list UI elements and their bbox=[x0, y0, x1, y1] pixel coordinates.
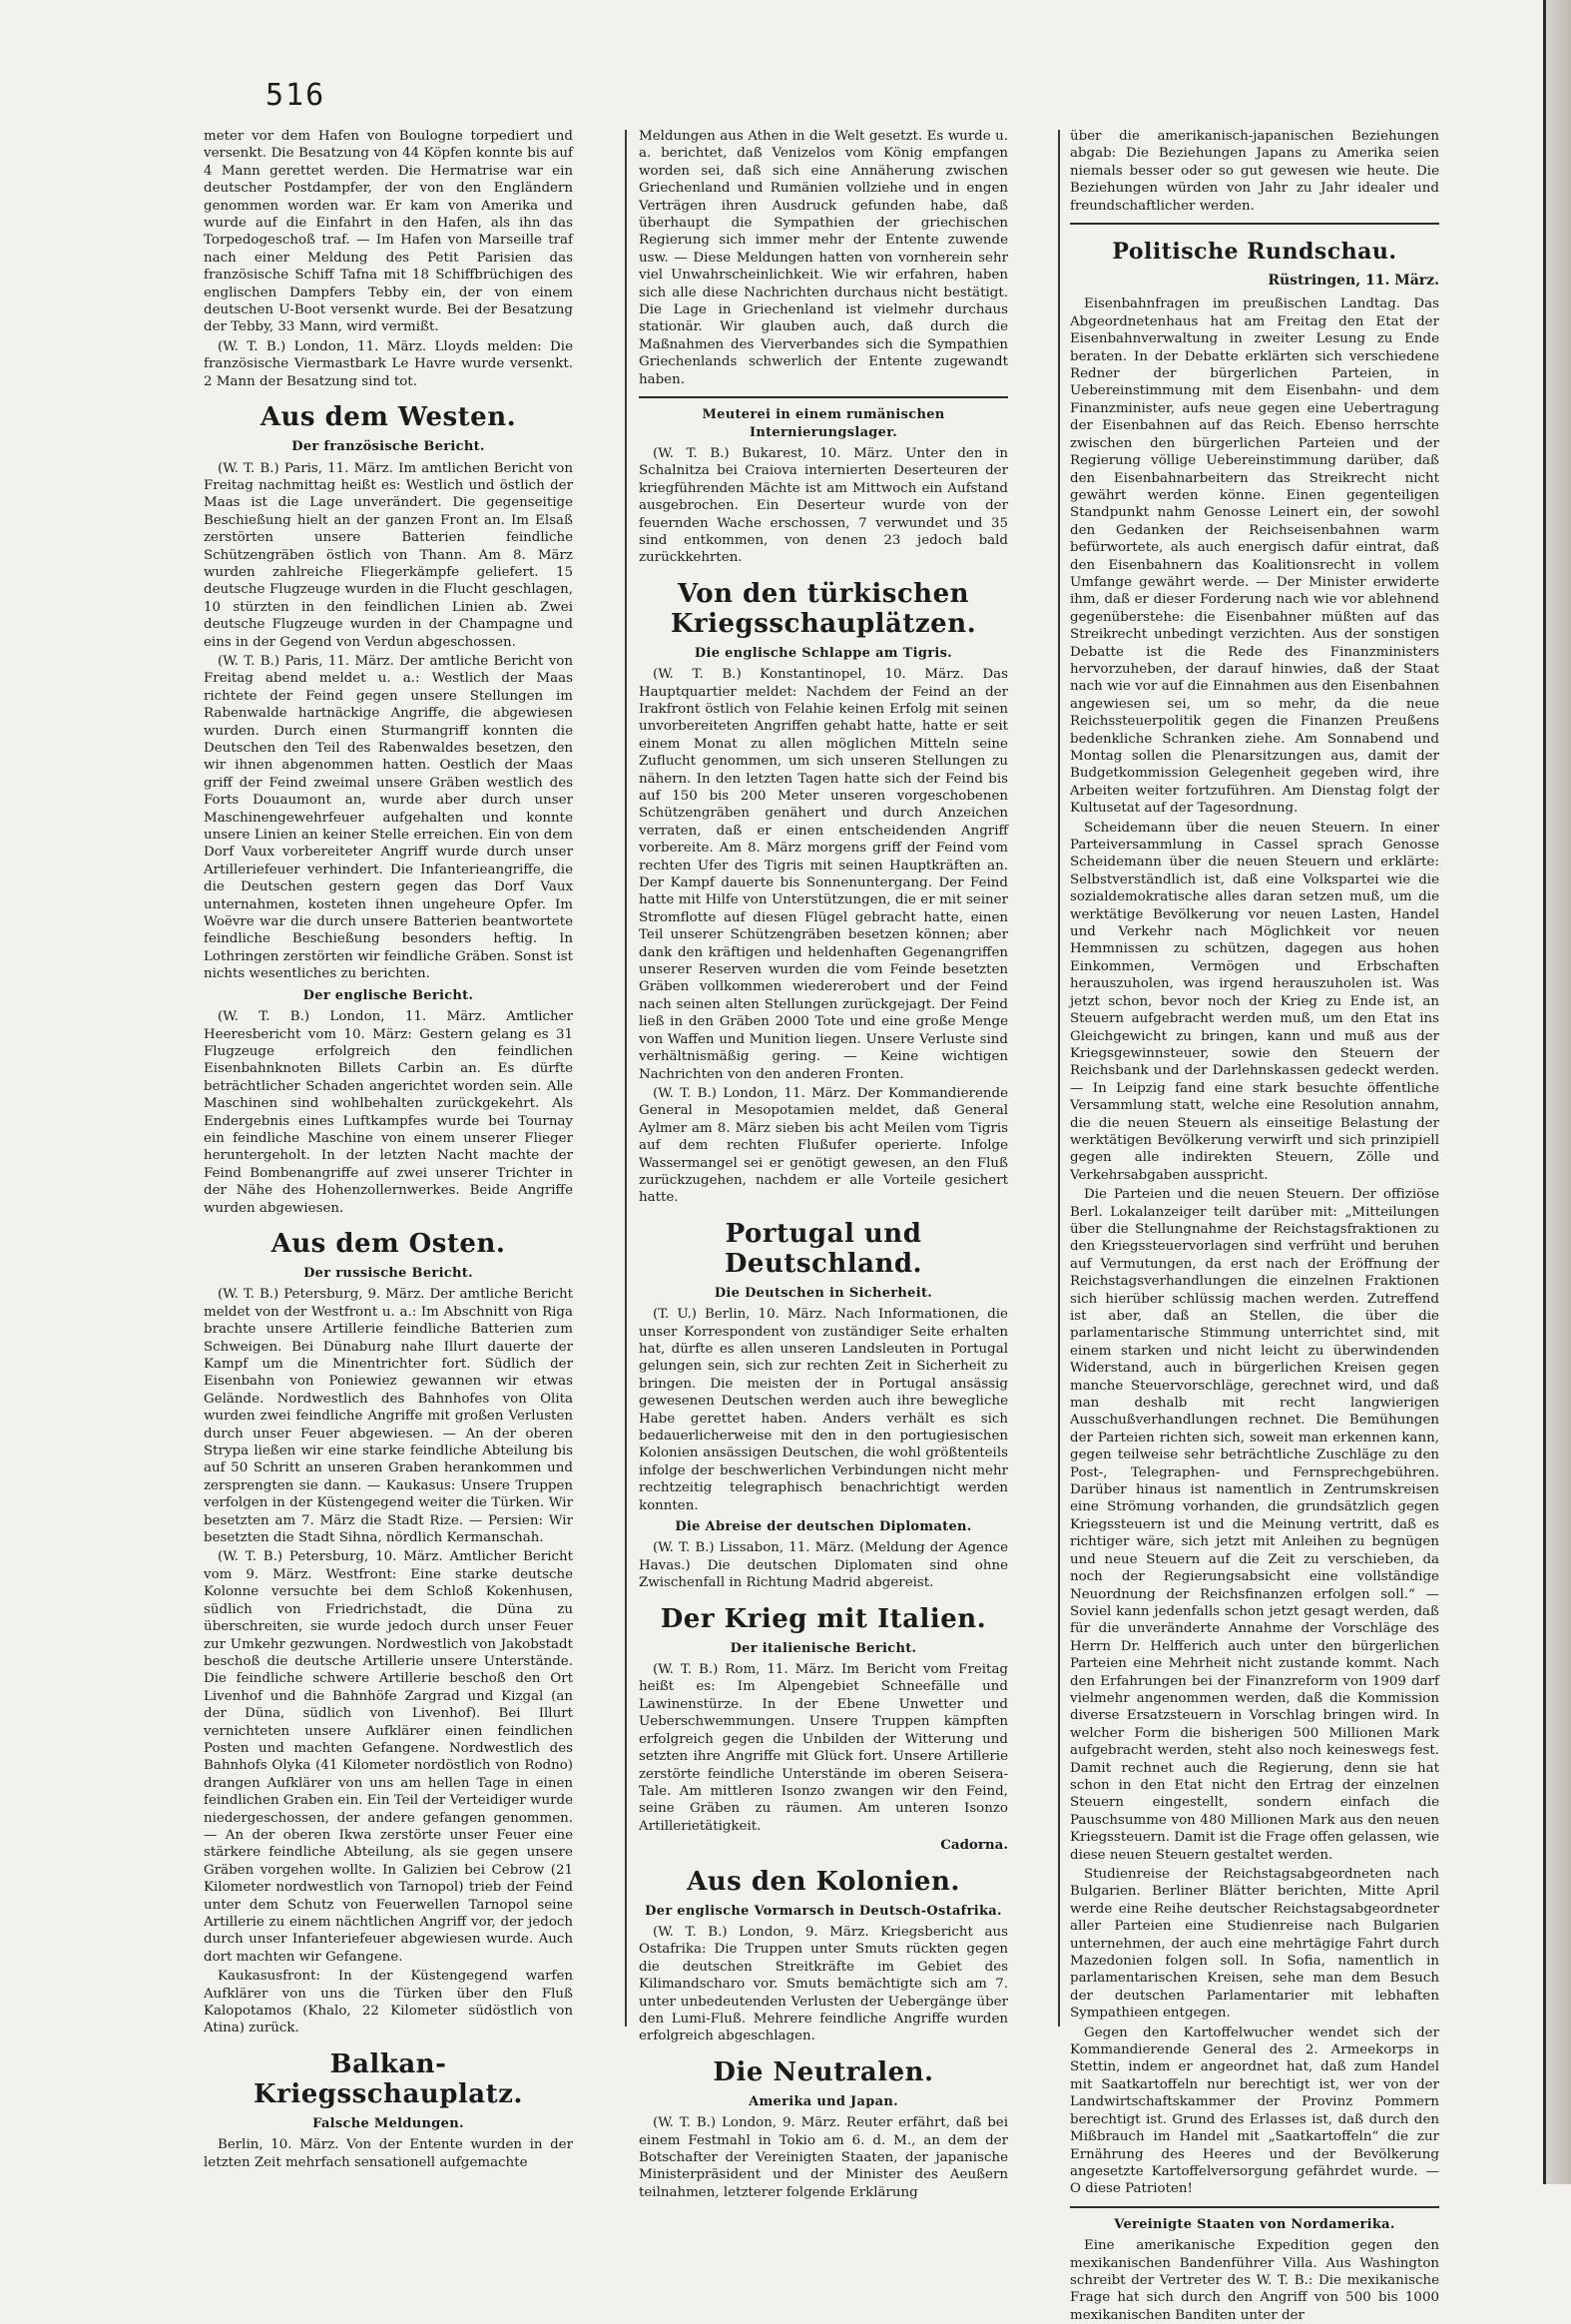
dateline: Rüstringen, 11. März. bbox=[1268, 273, 1439, 290]
section-rule bbox=[1070, 223, 1439, 225]
section-rule bbox=[639, 396, 1008, 398]
section-heading-balkan: Balkan-Kriegsschauplatz. bbox=[254, 2048, 523, 2109]
subheading: Der französische Bericht. bbox=[291, 439, 485, 455]
section-rule bbox=[1070, 2206, 1439, 2208]
subheading: Der englische Bericht. bbox=[302, 987, 474, 1003]
article-paragraph: (W. T. B.) London, 9. März. Kriegsbericht aus Ostafrika: Die Truppen unter Smuts rückten gegen die deutschen Streitkräfte im Gebiet des Kilimandscharo vor. Smuts bemächtigte sich am 7. unter unbedeutenden Verlusten der Uebergänge über den Lumi-Fluß. Mehrere feindliche Angriffe wurden erfolgreich abgeschlagen. bbox=[639, 1924, 1008, 2044]
article-paragraph: (W. T. B.) Bukarest, 10. März. Unter den in Schalnitza bei Craiova internierten Deserteuren der kriegführenden Mächte ist am Mittwoch ein Aufstand ausgebrochen. Ein Deserteur wurde von der feuernden Wache erschossen, 7 verwundet und 35 sind entkommen, von denen 23 jedoch bald zurückkehrten. bbox=[639, 445, 1008, 566]
article-paragraph: (W. T. B.) London, 11. März. Lloyds melden: Die französische Viermastbark Le Havre wurde versenkt. 2 Mann der Besatzung sind tot. bbox=[204, 338, 573, 389]
column-3 bbox=[1070, 128, 1439, 2323]
article-paragraph: Meldungen aus Athen in die Welt gesetzt. Es wurde u. a. berichtet, daß Venizelos vom König empfangen worden sei, daß sich eine Annäherung zwischen Griechenland und Rumänien vollziehe und in engen Verträgen ihren Ausdruck gefunden habe, daß überhaupt die Sympathien der griechischen Regierung sich immer mehr der Entente zuwende usw. — Diese Meldungen hatten von vornherein sehr viel Unwahrscheinlichkeit. Wie wir erfahren, haben sich alle diese Nachrichten durchaus nicht bestätigt. Die Lage in Griechenland ist vielmehr durchaus stationär. Wir glauben auch, daß durch die Maßnahmen des Vierverbandes sich die Sympathien Griechenlands schwerlich der Entente zugewandt haben. bbox=[639, 129, 1008, 387]
section-heading-neutrals: Die Neutralen. bbox=[713, 2056, 934, 2087]
section-heading-west: Aus dem Westen. bbox=[260, 402, 517, 433]
column-rule-2 bbox=[1058, 130, 1060, 2027]
column-2 bbox=[639, 128, 1008, 2200]
article-paragraph: Eisenbahnfragen im preußischen Landtag. Das Abgeordnetenhaus hat am Freitag den Etat der Eisenbahnverwaltung in zweiter Lesung zu Ende beraten. In der Debatte erklärten sich verschiedene Redner der bürgerlichen Parteien, in Uebereinstimmung mit dem Eisenbahn- und dem Finanzminister, aufs neue gegen eine Uebertragung der Eisenbahnen auf das Reich. Ebenso herrschte zwischen den bürgerlichen Parteien und der Regierung völlige Uebereinstimmung darüber, daß den Eisenbahnarbeitern das Streikrecht nicht gewährt werden könne. Einen gegenteiligen Standpunkt nahm Genosse Leinert ein, der sowohl den Gedanken der Reichseisenbahnen warm befürwortete, als auch energisch dafür eintrat, daß den Eisenbahnern das Koalitionsrecht in vollem Umfange gewährt werde. — Der Minister erwiderte ihm, daß er dieser Forderung nach wie vor ablehnend gegenüberstehe: die Eisenbahner müßten auf das Streikrecht unbedingt verzichten. Aus der sonstigen Debatte ist die Rede des Finanzministers hervorzuheben, der darauf hinwies, daß der Staat nach wie vor auf die Einnahmen aus den Eisenbahnen angewiesen sei, um so mehr, da die neue Reichssteuerpolitik gegen die Finanzen Preußens bedenkliche Schranken ziehe. Am Sonnabend und Montag sollen die Plenarsitzungen aus, damit der Budgetkommission Gelegenheit gegeben wird, ihre Arbeiten weiter fortzuführen. Am Dienstag folgt der Kultusetat auf der Tagesordnung. bbox=[1070, 296, 1439, 817]
gutter-line bbox=[1543, 0, 1546, 2184]
article-paragraph: Studienreise der Reichstagsabgeordneten nach Bulgarien. Berliner Blätter berichten, Mitte April werde eine Reihe deutscher Reichstagsabgeordneter aller Parteien eine Studienreise nach Bulgarien unternehmen, der auch eine mehrtägige Fahrt durch Mazedonien folgen soll. In Sofia, namentlich in parlamentarischen Kreisen, sehe man dem Besuch der deutschen Parlamentarier mit lebhaften Sympathieen entgegen. bbox=[1070, 1867, 1439, 2022]
page-number: 516 bbox=[265, 78, 326, 113]
section-heading-colonies: Aus den Kolonien. bbox=[687, 1866, 960, 1897]
article-paragraph: (W. T. B.) Petersburg, 10. März. Amtlicher Bericht vom 9. März. Westfront: Eine starke deutsche Kolonne versuchte bei dem Schloß Kokenhusen, südlich von Friedrichstadt, die Düna zu überschreiten, sie wurde jedoch durch unser Feuer zur Umkehr gezwungen. Nordwestlich von Jakobstadt beschoß die deutsche Artillerie unsere Unterstände. Die feindliche schwere Artillerie beschoß den Ort Livenhof und die Bahnhöfe Zargrad und Kizgal (an der Düna, südlich von Livenhof). Bei Illurt vernichteten unsere Aufklärer einen feindlichen Posten und machten Gefangene. Nordwestlich des Bahnhofs Olyka (41 Kilometer nordöstlich von Rodno) drangen Aufklärer von uns am hellen Tage in einen feindlichen Graben ein. Ein Teil der Verteidiger wurde niedergeschossen, der andere gefangen genommen. — An der oberen Ikwa zerstörte unser Feuer eine stärkere feindliche Abteilung, als sie gegen unsere Gräben vorgehen wollte. In Galizien bei Cebrow (21 Kilometer nordwestlich von Tarnopol) trieb der Feind unter dem Schutz von Feuerwellen Tarnopol seine Artillerie zu einem nächtlichen Angriff vor, der jedoch durch unser Infanteriefeuer abgewiesen wurde. Auch dort machten wir Gefangene. bbox=[204, 1549, 573, 1965]
subheading: Der englische Vormarsch in Deutsch-Ostafrika. bbox=[645, 1903, 1002, 1919]
signature: Cadorna. bbox=[940, 1837, 1008, 1854]
subheading: Die englische Schlappe am Tigris. bbox=[694, 645, 953, 661]
column-rule-1 bbox=[625, 130, 627, 2027]
article-paragraph: (W. T. B.) Lissabon, 11. März. (Meldung der Agence Havas.) Die deutschen Diplomaten sind ohne Zwischenfall in Richtung Madrid abgereist. bbox=[639, 1540, 1008, 1591]
article-paragraph: (W. T. B.) Paris, 11. März. Der amtliche Bericht von Freitag abend meldet u. a.: Westlich der Maas richtete der Feind gegen unsere Stellungen im Rabenwalde hartnäckige Angriffe, die abgewiesen wurden. Durch einen Sturmangriff konnten die Deutschen den Teil des Rabenwaldes besetzen, den wir ihnen abgenommen hatten. Oestlich der Maas griff der Feind zweimal unsere Gräben westlich des Forts Douaumont an, wurde aber durch unser Maschinengewehrfeuer aufgehalten und konnte unsere Linien an keiner Stelle erreichen. Ein von dem Dorf Vaux vorbereiteter Angriff wurde durch unser Artilleriefeuer verhindert. Die Infanterieangriffe, die die Deutschen gestern gegen das Dorf Vaux unternahmen, kosteten ihnen ungeheure Opfer. Im Woëvre war die durch unsere Batterien beantwortete feindliche Beschießung besonders heftig. In Lothringen zerstörten wir feindliche Gräben. Sonst ist nichts wesentliches zu berichten. bbox=[204, 653, 573, 982]
section-heading-portugal: Portugal und Deutschland. bbox=[724, 1218, 923, 1279]
page-edge bbox=[1545, 0, 1571, 2184]
article-paragraph: (W. T. B.) London, 9. März. Reuter erfährt, daß bei einem Festmahl in Tokio am 6. d. M., an dem der Botschafter der Vereinigten Staaten, der japanische Ministerpräsident und der Minister des Aeußern teilnahmen, letzterer folgende Erklärung bbox=[639, 2115, 1008, 2200]
section-heading-east: Aus dem Osten. bbox=[270, 1228, 506, 1259]
article-paragraph: Eine amerikanische Expedition gegen den mexikanischen Bandenführer Villa. Aus Washington schreibt der Vertreter des W. T. B.: Die mexikanische Frage hat sich durch den Angriff von 500 bis 1000 mexikanischen Banditen unter der bbox=[1070, 2238, 1439, 2323]
subheading: Falsche Meldungen. bbox=[312, 2115, 464, 2131]
article-paragraph: (W. T. B.) Petersburg, 9. März. Der amtliche Bericht meldet von der Westfront u. a.: Im Abschnitt von Riga brachte unsere Artillerie feindliche Batterien zum Schweigen. Bei Dünaburg nahe Illurt dauerte der Kampf um die Minentrichter fort. Südlich der Eisenbahn von Poniewiez gewannen wir etwas Gelände. Nordwestlich des Bahnhofes von Olita wurden zwei feindliche Angriffe mit großen Verlusten durch unser Feuer abgewiesen. — An der oberen Strypa ließen wir eine starke feindliche Abteilung bis auf 50 Schritt an unseren Graben herankommen und zersprengten sie dann. — Kaukasus: Unsere Truppen verfolgen in der Küstengegend weiter die Türken. Wir besetzten am 7. März die Stadt Rize. — Persien: Wir besetzten die Stadt Sihna, nördlich Kermanschah. bbox=[204, 1287, 573, 1546]
subheading: Die Abreise der deutschen Diplomaten. bbox=[675, 1519, 972, 1535]
section-heading-italy: Der Krieg mit Italien. bbox=[660, 1603, 987, 1634]
subheading: Meuterei in einem rumänischen Internierungslager. bbox=[702, 407, 945, 440]
article-paragraph: (W. T. B.) London, 11. März. Amtlicher Heeresbericht vom 10. März: Gestern gelang es 31 Flugzeuge erfolgreich den feindlichen Eisenbahnknoten Billets Carbin an. Es dürfte beträchtlicher Schaden angerichtet worden sein. Alle Maschinen sind wohlbehalten zurückgekehrt. Als Endergebnis eines Luftkampfes wurde bei Tournay ein feindliche Maschine von einem unserer Flieger heruntergeholt. In der letzten Nacht machte der Feind Bombenangriffe auf zwei unserer Trichter in der Nähe des Hohenzollernwerkes. Beide Angriffe wurden abgewiesen. bbox=[204, 1009, 573, 1216]
section-heading-politics: Politische Rundschau. bbox=[1112, 239, 1397, 266]
article-paragraph: (W. T. B.) Paris, 11. März. Im amtlichen Bericht von Freitag nachmittag heißt es: Westlich und östlich der Maas ist die Lage unverändert. Die gegenseitige Beschießung hielt an der ganzen Front an. Im Elsaß zerstörten unsere Batterien feindliche Schützengräben östlich von Thann. Am 8. März wurden zahlreiche Fliegerkämpfe geliefert. 15 deutsche Flugzeuge wurden in die Flucht geschlagen, 10 stürzten in den feindlichen Linien ab. Zwei deutsche Flugzeuge wurden in der Champagne und eins in der Gegend von Verdun abgeschossen. bbox=[204, 460, 573, 650]
article-paragraph: (W. T. B.) Rom, 11. März. Im Bericht vom Freitag heißt es: Im Alpengebiet Schneefälle und Lawinenstürze. In der Ebene Unwetter und Ueberschwemmungen. Unsere Truppen kämpften erfolgreich gegen die Unbilden der Witterung und setzten ihre Angriffe mit Glück fort. Unsere Artillerie zerstörte feindliche Unterstände im oberen Seisera-Tale. Am mittleren Isonzo zwangen wir den Feind, seine Gräben zu räumen. Am unteren Isonzo Artillerietätigkeit. bbox=[639, 1662, 1008, 1834]
article-paragraph: Scheidemann über die neuen Steuern. In einer Parteiversammlung in Cassel sprach Genosse Scheidemann über die neuen Steuern und erklärte: Selbstverständlich ist, daß eine Volkspartei wie die sozialdemokratische alles daran setzen muß, um die werktätige Bevölkerung vor neuen Lasten, Handel und Verkehr nach Möglichkeit vor neuen Hemmnissen zu schützen, dagegen aus hohen Einkommen, Vermögen und Erbschaften herauszuholen, was irgend herauszuholen ist. Was jetzt schon, bevor noch der Krieg zu Ende ist, an Steuern aufgebracht werden muß, um den Etat ins Gleichgewicht zu bringen, kann und muß aus der Kriegsgewinnsteuer, sowie den Steuern der Reichsbank und der Darlehnskassen gedeckt werden. — In Leipzig fand eine stark besuchte öffentliche Versammlung statt, welche eine Resolution annahm, die die neuen Steuern als einseitige Belastung der werktätigen Bevölkerung verwirft und sich prinzipiell gegen alle indirekten Steuern, Zölle und Verkehrsabgaben ausspricht. bbox=[1070, 820, 1439, 1183]
subheading: Der italienische Bericht. bbox=[730, 1640, 917, 1656]
article-paragraph: über die amerikanisch-japanischen Beziehungen abgab: Die Beziehungen Japans zu Amerika seien niemals besser oder so gut gewesen wie heute. Die Beziehungen würden von Jahr zu Jahr idealer und freundschaftlicher werden. bbox=[1070, 129, 1439, 214]
article-paragraph: Kaukasusfront: In der Küstengegend warfen Aufklärer von uns die Türken über den Fluß Kalopotamos (Khalo, 22 Kilometer südöstlich von Atina) zurück. bbox=[204, 1969, 573, 2036]
subheading: Amerika und Japan. bbox=[749, 2093, 898, 2109]
article-paragraph: (T. U.) Berlin, 10. März. Nach Informationen, die unser Korrespondent von zuständiger Seite erhalten hat, dürfte es allen unseren Landsleuten in Portugal gelungen sein, sich zur rechten Zeit in Sicherheit zu bringen. Die meisten der in Portugal ansässig gewesenen Deutschen werden auch ihre bewegliche Habe gerettet haben. Anders verhält es sich bedauerlicherweise mit den in den portugiesischen Kolonien ansässigen Deutschen, die wohl größtenteils infolge der beschwerlichen Verbindungen nicht mehr rechtzeitig telegraphisch benachrichtigt werden konnten. bbox=[639, 1307, 1008, 1513]
article-paragraph: (W. T. B.) London, 11. März. Der Kommandierende General in Mesopotamien meldet, daß General Aylmer am 8. März sieben bis acht Meilen vom Tigris auf dem rechten Flußufer operierte. Infolge Wassermangel sei er genötigt gewesen, an den Fluß zurückzugehen, nachdem er alle Vorteile gesichert hatte. bbox=[639, 1085, 1008, 1206]
subheading: Der russische Bericht. bbox=[303, 1265, 473, 1281]
article-paragraph: meter vor dem Hafen von Boulogne torpediert und versenkt. Die Besatzung von 44 Köpfen konnte bis auf 4 Mann gerettet werden. Die Hermatrise war ein deutscher Postdampfer, der von den Engländern genommen worden war. Er kam von Amerika und wurde auf die Einfahrt in den Hafen, als ihn das Torpedogeschoß traf. — Im Hafen von Marseille traf nach einer Meldung des Petit Parisien das französische Schiff Tafna mit 18 Schiffbrüchigen des englischen Dampfers Tebby ein, der von einem deutschen U-Boot versenkt wurde. Bei der Besatzung der Tebby, 33 Mann, wird vermißt. bbox=[204, 129, 573, 335]
article-paragraph: (W. T. B.) Konstantinopel, 10. März. Das Hauptquartier meldet: Nachdem der Feind an der Irakfront östlich von Felahie keinen Erfolg mit seinen unvorbereiteten Angriffen gehabt hatte, hatte er seit einem Monat zu allen möglichen Mitteln seine Zuflucht genommen, um sich unseren Stellungen zu nähern. In den letzten Tagen hatte sich der Feind bis auf 150 bis 200 Meter unseren vorgeschobenen Schützengräben genähert und durch Anzeichen verraten, daß er einen entscheidenden Angriff vorbereite. Am 8. März morgens griff der Feind vom rechten Ufer des Tigris mit seinen Hauptkräften an. Der Kampf dauerte bis Sonnenuntergang. Der Feind hatte mit Hilfe von Unterstützungen, die er mit seiner Stromflotte auf diesen Flügel gebracht hatte, einen Teil unserer Schützengräben besetzen können; aber dank den kräftigen und heldenhaften Gegenangriffen unserer Reserven wurden die vom Feinde besetzten Gräben vollkommen wiedererobert und der Feind nach seinen alten Stellungen zurückgejagt. Der Feind ließ in den Gräben 2000 Tote und eine große Menge von Waffen und Munition liegen. Unsere Verluste sind verhältnismäßig gering. — Keine wichtigen Nachrichten von den anderen Fronten. bbox=[639, 667, 1008, 1082]
column-1 bbox=[204, 128, 573, 2170]
article-paragraph: Die Parteien und die neuen Steuern. Der offiziöse Berl. Lokalanzeiger teilt darüber mit: „Mitteilungen über die Stellungnahme der Reichstagsfraktionen zu den Kriegssteuervorlagen sind verfrüht und beruhen auf Vermutungen, da erst nach der Eröffnung der Reichstagsverhandlungen die einzelnen Fraktionen sich hierüber schlüssig machen werden. Zutreffend ist aber, daß an Stellen, die über die parlamentarische Stimmung unterrichtet sind, mit einem starken und nicht leicht zu überwindenden Widerstand, auch in bürgerlichen Kreisen gegen manche Steuervorschläge, gerechnet wird, und daß man deshalb mit recht langwierigen Ausschußverhandlungen rechnet. Die Bemühungen der Parteien richten sich, soweit man erkennen kann, gegen teilweise sehr beträchtliche Zuschläge zu den Post-, Telegraphen- und Fernsprechgebühren. Darüber hinaus ist namentlich in Zentrumskreisen eine Strömung vorhanden, die grundsätzlich gegen Kriegssteuern ist und die Meinung vertritt, daß es richtiger wäre, sich jetzt mit Anleihen zu begnügen und neue Steuern auf die Zeit zu verschieben, da noch der Regierungsabsicht eine vollständige Neuordnung der Reichsfinanzen erfolgen soll.“ — Soviel kann jedenfalls schon jetzt gesagt werden, daß für die unveränderte Annahme der Vorschläge des Herrn Dr. Helfferich auch unter den bürgerlichen Parteien eine Mehrheit nicht zustande kommt. Nach den Erfahrungen bei der Finanzreform von 1909 darf vielmehr angenommen werden, daß die Kommission diverse Ersatzsteuern in Vorschlag bringen wird. In welcher Form die bisherigen 500 Millionen Mark aufgebracht werden, steht also noch keineswegs fest. Damit rechnet auch die Regierung, denn sie hat schon in den Etat nicht den Ertrag der einzelnen Steuern eingestellt, sondern einfach die Pauschsumme von 480 Millionen Mark aus den neuen Kriegssteuern. Damit ist die Frage offen gelassen, wie diese neuen Steuern gestaltet werden. bbox=[1070, 1187, 1439, 1863]
subheading: Vereinigte Staaten von Nordamerika. bbox=[1114, 2216, 1395, 2232]
article-paragraph: Berlin, 10. März. Von der Entente wurden in der letzten Zeit mehrfach sensationell aufgemachte bbox=[204, 2137, 573, 2170]
subheading: Die Deutschen in Sicherheit. bbox=[714, 1285, 933, 1301]
article-paragraph: Gegen den Kartoffelwucher wendet sich der Kommandierende General des 2. Armeekorps in Stettin, indem er angeordnet hat, daß zum Handel mit Saatkartoffeln nur berechtigt ist, wer von der Landwirtschaftskammer der Provinz Pommern berechtigt ist. Grund des Erlasses ist, daß durch den Mißbrauch im Handel mit „Saatkartoffeln“ die zur Ernährung des Heeres und der Bevölkerung angesetzte Kartoffelversorgung gefährdet wurde. — O diese Patrioten! bbox=[1070, 2025, 1439, 2197]
section-heading-turkey: Von den türkischen Kriegsschauplätzen. bbox=[670, 578, 977, 639]
